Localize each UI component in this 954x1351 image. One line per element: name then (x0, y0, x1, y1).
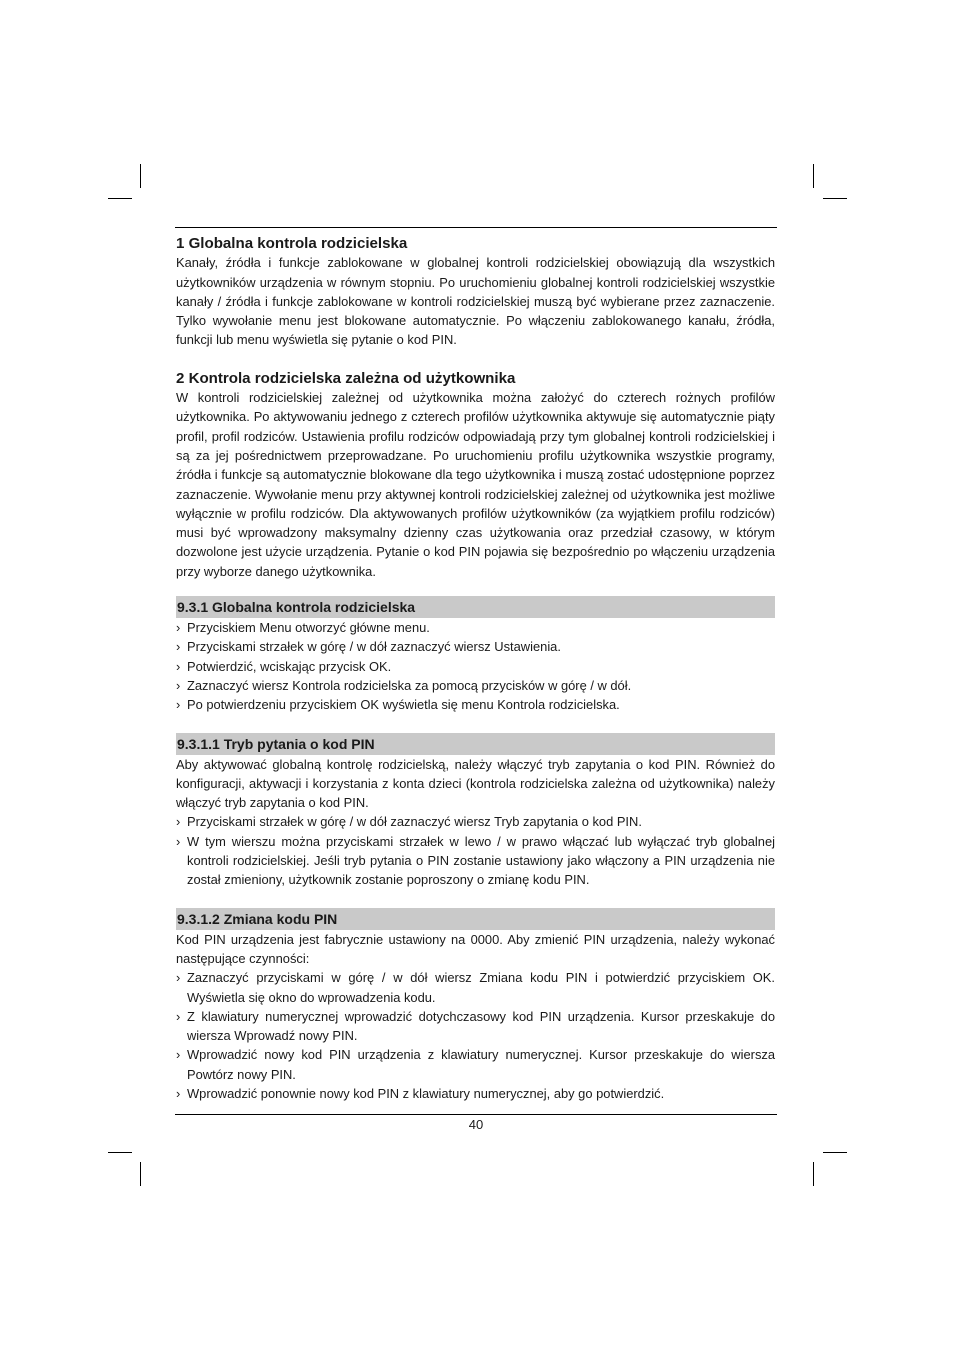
crop-mark (823, 198, 847, 199)
section-2-title: 2 Kontrola rodzicielska zależna od użytkownika (176, 369, 516, 387)
crop-mark (108, 1152, 132, 1153)
heading-9-3-1-2: 9.3.1.2 Zmiana kodu PIN (176, 908, 775, 930)
section-1-text: Kanały, źródła i funkcje zablokowane w globalnej kontroli rodzicielskiej obowiązują dla wszystkich użytkowników urządzenia w równym stopniu. Po uruchomieniu globalnej kontroli rodzicielskiej wszystkie kanały / źródła i funkcje zablokowane w kontroli rodzicielskiej muszą być wybierane przez zaznaczenie. Tylko wywołanie menu jest blokowane automatycznie. Po włączeniu zablokowanego kanału, źródła, funkcji lub menu wyświetla się pytanie o kod PIN. (176, 255, 775, 348)
crop-mark (813, 1162, 814, 1186)
crop-mark (823, 1152, 847, 1153)
list-item: › Zaznaczyć przyciskami w górę / w dół wiersz Zmiana kodu PIN i potwierdzić przyciskiem OK. Wyświetla się okno do wprowadzenia kodu. (176, 970, 775, 1005)
top-rule (175, 227, 777, 228)
list-item: › Przyciskiem Menu otworzyć główne menu. (176, 618, 775, 637)
crop-mark (140, 164, 141, 188)
steps-9-3-1-2 (176, 968, 775, 1103)
bullet-marker: › (176, 639, 181, 655)
list-item: › Przyciskami strzałek w górę / w dół zaznaczyć wiersz Ustawienia. (176, 637, 775, 656)
list-item: › Wprowadzić nowy kod PIN urządzenia z klawiatury numerycznej. Kursor przeskakuje do wiersza Powtórz nowy PIN. (176, 1047, 775, 1082)
bullet-marker: › (176, 620, 181, 636)
list-item: › Potwierdzić, wciskając przycisk OK. (176, 657, 775, 676)
list-item: › Wprowadzić ponownie nowy kod PIN z klawiatury numerycznej, aby go potwierdzić. (176, 1084, 775, 1103)
heading-9-3-1-1: 9.3.1.1 Tryb pytania o kod PIN (176, 733, 775, 755)
section-2-text: W kontroli rodzicielskiej zależnej od użytkownika można założyć do czterech rożnych profilów użytkownika. Po aktywowaniu jednego z czterech profilów użytkownika aktywuje się automatycznie piąty profil, profil rodziców. Ustawienia profilu rodziców odpowiadają przy tym globalnej kontroli rodzicielskiej i są za jej pośrednictwem przeprowadzane. Po uruchomieniu profilu użytkownika wszystkie programy, źródła i funkcje są automatycznie blokowane dla tego użytkownika i muszą zostać udostępnione poprzez zaznaczenie. Wywołanie menu przy aktywnej kontroli rodzicielskiej zależnej od użytkownika jest możliwe wyłącznie w profilu rodziców. Dla aktywowanych profilów użytkowników (za wyjątkiem profilu rodziców) musi być wprowadzony maksymalny dzienny czas użytkowania oraz przedział czasowy, w którym dozwolone jest użycie urządzenia. Pytanie o kod PIN pojawia się bezpośrednio po włączeniu urządzenia przy wyborze danego użytkownika. (176, 390, 775, 579)
bottom-rule (175, 1114, 777, 1115)
list-item: › Z klawiatury numerycznej wprowadzić dotychczasowy kod PIN urządzenia. Kursor przeskakuje do wiersza Wprowadź nowy PIN. (176, 1008, 775, 1044)
list-item: › W tym wierszu można przyciskami strzałek w lewo / w prawo włączać lub wyłączać tryb globalnej kontroli rodzicielskiej. Jeśli tryb pytania o PIN zostanie ustawiony jako włączony a PIN urządzenia nie został zmieniony, użytkownik zostanie poproszony o zmianę kodu PIN. (176, 833, 775, 888)
bullet-marker: › (176, 697, 181, 713)
heading-9-3-1: 9.3.1 Globalna kontrola rodzicielska (176, 596, 775, 618)
page-number: 40 (468, 1117, 484, 1132)
list-item: › Przyciskami strzałek w górę / w dół zaznaczyć wiersz Tryb zapytania o kod PIN. (176, 812, 775, 831)
section-9-3-1-1-intro: Aby aktywować globalną kontrolę rodzicielską, należy włączyć tryb zapytania o kod PIN. Również do konfiguracji, aktywacji i korzystania z konta dzieci (kontrola rodzicielska zależna od użytkownika) należy włączyć tryb zapytania o kod PIN. (176, 756, 775, 811)
bullet-marker: › (176, 970, 181, 986)
section-1-title: 1 Globalna kontrola rodzicielska (176, 235, 408, 252)
bullet-marker: › (176, 677, 181, 693)
steps-9-3-1-1 (176, 812, 775, 889)
bullet-marker: › (176, 1008, 181, 1024)
bullet-marker: › (176, 833, 181, 849)
list-item: › Zaznaczyć wiersz Kontrola rodzicielska za pomocą przycisków w górę / w dół. (176, 676, 775, 695)
crop-mark (813, 164, 814, 188)
section-9-3-1-2-intro: Kod PIN urządzenia jest fabrycznie ustawiony na 0000. Aby zmienić PIN urządzenia, należy wykonać następujące czynności: (176, 931, 775, 966)
bullet-marker: › (176, 814, 181, 830)
list-item: › Po potwierdzeniu przyciskiem OK wyświetla się menu Kontrola rodzicielska. (176, 695, 775, 714)
steps-9-3-1 (176, 618, 775, 714)
crop-mark (108, 198, 132, 199)
bullet-marker: › (176, 1047, 181, 1063)
bullet-marker: › (176, 1085, 181, 1101)
crop-mark (140, 1162, 141, 1186)
page-content (176, 234, 775, 1103)
bullet-marker: › (176, 658, 181, 674)
